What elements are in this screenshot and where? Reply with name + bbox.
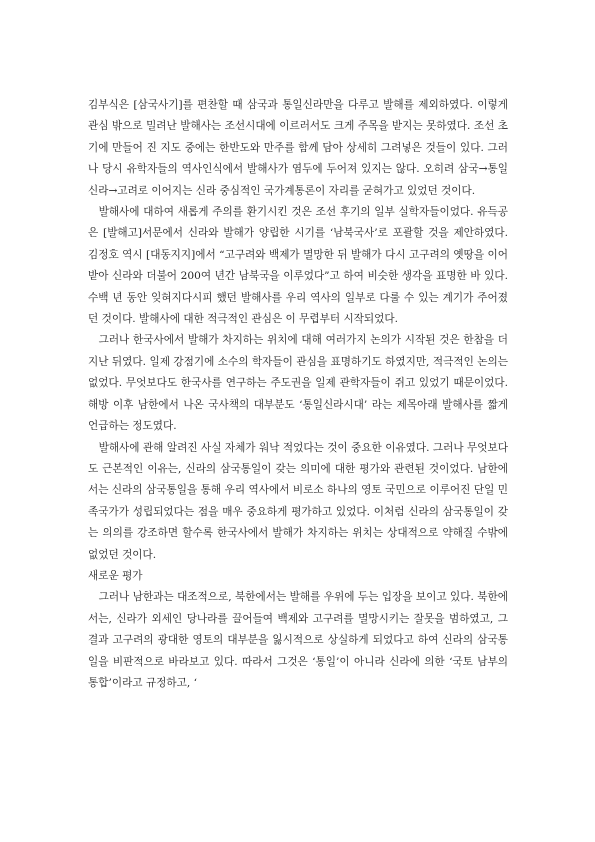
paragraph-1: 김부식은 [삼국사기]를 편찬할 때 삼국과 통일신라만을 다루고 발해를 제외하였다. 이렇게 관심 밖으로 밀려난 발해사는 조선시대에 이르러서도 크게 주목을 받지는 못하였다. 조선 초기에 만들어 진 지도 중에는 한반도와 만주를 함께 담아 상세히 그려넣은 것들이 있다. 그러나 당시 유학자들의 역사인식에서 발해사가 염두에 두어져 있지는 않다. 오히려 삼국→통일신라→고려로 이어지는 신라 중심적인 국가계통론이 자리를 굳혀가고 있었던 것이다.: [88, 99, 508, 197]
paragraph-2: 발해사에 대하여 새롭게 주의를 환기시킨 것은 조선 후기의 일부 실학자들이었다. 유득공은 [발해고]서문에서 신라와 발해가 양립한 시기를 ‘남북국사’로 포괄할 것을 제안하였다. 김정호 역시 [대동지지]에서 “고구려와 백제가 멸망한 뒤 발해가 다시 고구려의 옛땅을 이어받아 신라와 더불어 200여 년간 남북국을 이루었다”고 하여 비슷한 생각을 표명한 바 있다. 수백 년 동안 잊혀지다시피 했던 발해사를 우리 역사의 일부로 다룰 수 있는 계기가 주어졌던 것이다. 발해사에 대한 적극적인 관심은 이 무렵부터 시작되었다.: [88, 206, 508, 326]
paragraph-3: 그러나 한국사에서 발해가 차지하는 위치에 대해 여러가지 논의가 시작된 것은 한참을 더 지난 뒤였다. 일제 강점기에 소수의 학자들이 관심을 표명하기도 하였지만, 적극적인 논의는 없었다. 무엇보다도 한국사를 연구하는 주도권을 일제 관학자들이 쥐고 있었기 때문이었다. 해방 이후 남한에서 나온 국사책의 대부분도 ‘통일신라시대’ 라는 제목아래 발해사를 짧게 언급하는 정도였다.: [88, 334, 508, 433]
paragraph-5: 그러나 남한과는 대조적으로, 북한에서는 발해를 우위에 두는 입장을 보이고 있다. 북한에서는, 신라가 외세인 당나라를 끌어들여 백제와 고구려를 멸망시키는 잘못을 범하였고, 그 결과 고구려의 광대한 영토의 대부분을 잃시적으로 상실하게 되었다고 하여 신라의 삼국통일을 비판적으로 바라보고 있다. 따라서 그것은 ‘통일’이 아니라 신라에 의한 ‘국토 남부의 통합’이라고 규정하고, ‘: [88, 591, 508, 689]
section-heading: 새로운 평가: [88, 569, 143, 582]
document-body: [88, 95, 508, 694]
paragraph-4: 발해사에 관해 알려진 사실 자체가 워낙 적었다는 것이 중요한 이유였다. 그러나 무엇보다도 근본적인 이유는, 신라의 삼국통일이 갖는 의미에 대한 평가와 관련된 것이었다. 남한에서는 신라의 삼국통일을 통해 우리 역사에서 비로소 하나의 영토 국민으로 이루어진 단일 민족국가가 성립되었다는 점을 매우 중요하게 평가하고 있었다. 이처럼 신라의 삼국통일이 갖는 의의를 강조하면 할수록 한국사에서 발해가 차지하는 위치는 상대적으로 약해질 수밖에 없었던 것이다.: [88, 441, 508, 561]
